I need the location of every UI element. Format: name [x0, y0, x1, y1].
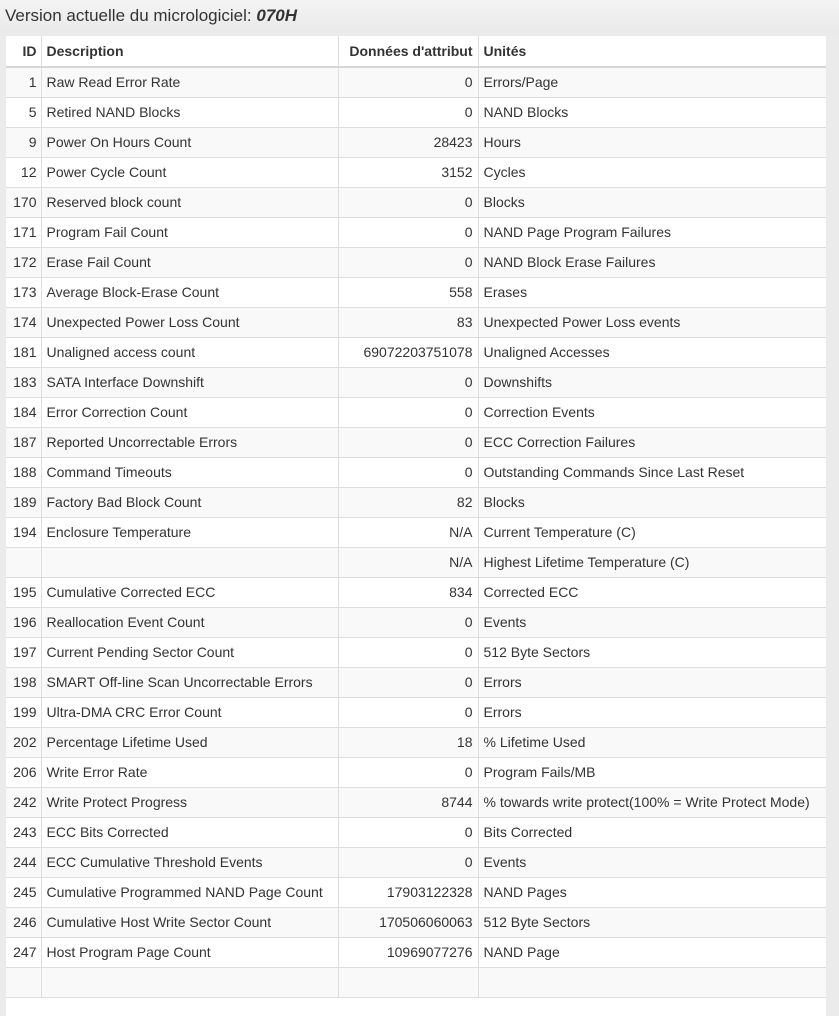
cell-attribute-data: 0: [338, 697, 478, 727]
cell-attribute-data: 0: [338, 67, 478, 97]
cell-description: Percentage Lifetime Used: [41, 727, 338, 757]
table-row: [6, 217, 826, 247]
cell-id: 189: [6, 487, 41, 517]
cell-id: 188: [6, 457, 41, 487]
cell-id: 172: [6, 247, 41, 277]
cell-units: Events: [478, 607, 826, 637]
cell-units: Errors: [478, 667, 826, 697]
cell-description: Write Protect Progress: [41, 787, 338, 817]
cell-description: Cumulative Corrected ECC: [41, 577, 338, 607]
cell-description: Unaligned access count: [41, 337, 338, 367]
cell-units: Blocks: [478, 187, 826, 217]
cell-id: 173: [6, 277, 41, 307]
cell-description: Program Fail Count: [41, 217, 338, 247]
cell-units: Hours: [478, 127, 826, 157]
cell-id: 194: [6, 517, 41, 547]
cell-units: Events: [478, 847, 826, 877]
cell-id: 199: [6, 697, 41, 727]
cell-units: 512 Byte Sectors: [478, 637, 826, 667]
table-row: [6, 307, 826, 337]
table-row: [6, 937, 826, 967]
cell-id: 187: [6, 427, 41, 457]
cell-attribute-data: 0: [338, 367, 478, 397]
cell-units: Outstanding Commands Since Last Reset: [478, 457, 826, 487]
cell-units: % Lifetime Used: [478, 727, 826, 757]
cell-description: Erase Fail Count: [41, 247, 338, 277]
cell-description: [41, 547, 338, 577]
cell-attribute-data: N/A: [338, 517, 478, 547]
cell-attribute-data: 0: [338, 427, 478, 457]
cell-id: 242: [6, 787, 41, 817]
cell-units: 512 Byte Sectors: [478, 907, 826, 937]
cell-id: 5: [6, 97, 41, 127]
cell-attribute-data: 170506060063: [338, 907, 478, 937]
table-row: [6, 427, 826, 457]
cell-id: 202: [6, 727, 41, 757]
cell-id: 170: [6, 187, 41, 217]
cell-attribute-data: 3152: [338, 157, 478, 187]
column-header-id[interactable]: ID: [6, 36, 41, 67]
cell-attribute-data: [338, 967, 478, 997]
cell-units: % towards write protect(100% = Write Protect Mode): [478, 787, 826, 817]
cell-attribute-data: 17903122328: [338, 877, 478, 907]
cell-description: Factory Bad Block Count: [41, 487, 338, 517]
cell-units: Cycles: [478, 157, 826, 187]
cell-attribute-data: 0: [338, 187, 478, 217]
cell-id: 197: [6, 637, 41, 667]
cell-description: Write Error Rate: [41, 757, 338, 787]
cell-description: Command Timeouts: [41, 457, 338, 487]
cell-description: Current Pending Sector Count: [41, 637, 338, 667]
cell-attribute-data: 0: [338, 217, 478, 247]
table-row: [6, 277, 826, 307]
table-row: [6, 607, 826, 637]
cell-id: 181: [6, 337, 41, 367]
cell-units: Highest Lifetime Temperature (C): [478, 547, 826, 577]
table-row: [6, 757, 826, 787]
cell-attribute-data: 18: [338, 727, 478, 757]
cell-units: Erases: [478, 277, 826, 307]
cell-id: 247: [6, 937, 41, 967]
cell-attribute-data: N/A: [338, 547, 478, 577]
cell-id: [6, 547, 41, 577]
table-row: [6, 817, 826, 847]
table-row: [6, 727, 826, 757]
column-header-description[interactable]: Description: [41, 36, 338, 67]
cell-units: ECC Correction Failures: [478, 427, 826, 457]
cell-description: Ultra-DMA CRC Error Count: [41, 697, 338, 727]
table-row: [6, 187, 826, 217]
cell-units: Errors/Page: [478, 67, 826, 97]
cell-description: SATA Interface Downshift: [41, 367, 338, 397]
cell-attribute-data: 0: [338, 607, 478, 637]
cell-id: 244: [6, 847, 41, 877]
firmware-version-header: [0, 0, 839, 33]
cell-units: [478, 967, 826, 997]
table-body: [6, 67, 826, 997]
table-row: [6, 697, 826, 727]
cell-description: Reserved block count: [41, 187, 338, 217]
cell-units: Unexpected Power Loss events: [478, 307, 826, 337]
cell-id: [6, 967, 41, 997]
table-row: [6, 127, 826, 157]
cell-attribute-data: 558: [338, 277, 478, 307]
table-row: [6, 367, 826, 397]
cell-units: NAND Page Program Failures: [478, 217, 826, 247]
table-row: [6, 517, 826, 547]
cell-attribute-data: 0: [338, 817, 478, 847]
firmware-version-value: 070H: [256, 6, 297, 25]
cell-attribute-data: 0: [338, 397, 478, 427]
cell-id: 184: [6, 397, 41, 427]
cell-id: 183: [6, 367, 41, 397]
cell-units: Blocks: [478, 487, 826, 517]
cell-attribute-data: 0: [338, 457, 478, 487]
cell-attribute-data: 82: [338, 487, 478, 517]
cell-id: 243: [6, 817, 41, 847]
cell-id: 1: [6, 67, 41, 97]
cell-description: Reported Uncorrectable Errors: [41, 427, 338, 457]
cell-description: Average Block-Erase Count: [41, 277, 338, 307]
table-row: [6, 907, 826, 937]
cell-description: Unexpected Power Loss Count: [41, 307, 338, 337]
table-row: [6, 337, 826, 367]
table-row: [6, 667, 826, 697]
cell-units: Program Fails/MB: [478, 757, 826, 787]
cell-description: Cumulative Programmed NAND Page Count: [41, 877, 338, 907]
column-header-attribute-data[interactable]: Données d'attribut: [338, 36, 478, 67]
cell-units: Errors: [478, 697, 826, 727]
cell-attribute-data: 0: [338, 247, 478, 277]
firmware-version-label: Version actuelle du micrologiciel:: [5, 6, 257, 25]
cell-attribute-data: 0: [338, 637, 478, 667]
table-row: [6, 97, 826, 127]
cell-attribute-data: 10969077276: [338, 937, 478, 967]
cell-description: [41, 967, 338, 997]
table-row: [6, 247, 826, 277]
cell-attribute-data: 0: [338, 757, 478, 787]
cell-units: Downshifts: [478, 367, 826, 397]
cell-attribute-data: 8744: [338, 787, 478, 817]
cell-units: NAND Block Erase Failures: [478, 247, 826, 277]
table-row: [6, 847, 826, 877]
table-row: [6, 577, 826, 607]
cell-description: Cumulative Host Write Sector Count: [41, 907, 338, 937]
cell-attribute-data: 0: [338, 667, 478, 697]
cell-units: Corrected ECC: [478, 577, 826, 607]
cell-attribute-data: 0: [338, 97, 478, 127]
cell-units: NAND Blocks: [478, 97, 826, 127]
table-row: [6, 457, 826, 487]
cell-description: ECC Bits Corrected: [41, 817, 338, 847]
cell-description: ECC Cumulative Threshold Events: [41, 847, 338, 877]
cell-id: 198: [6, 667, 41, 697]
cell-description: Enclosure Temperature: [41, 517, 338, 547]
smart-attributes-table: [6, 36, 826, 998]
cell-description: Reallocation Event Count: [41, 607, 338, 637]
column-header-units[interactable]: Unités: [478, 36, 826, 67]
cell-id: 196: [6, 607, 41, 637]
cell-id: 12: [6, 157, 41, 187]
table-row: [6, 67, 826, 97]
table-row: [6, 637, 826, 667]
table-row: [6, 547, 826, 577]
cell-id: 174: [6, 307, 41, 337]
cell-description: Retired NAND Blocks: [41, 97, 338, 127]
cell-description: Power Cycle Count: [41, 157, 338, 187]
cell-id: 9: [6, 127, 41, 157]
cell-description: Power On Hours Count: [41, 127, 338, 157]
cell-description: Raw Read Error Rate: [41, 67, 338, 97]
cell-id: 246: [6, 907, 41, 937]
cell-units: NAND Pages: [478, 877, 826, 907]
cell-description: SMART Off-line Scan Uncorrectable Errors: [41, 667, 338, 697]
cell-description: Error Correction Count: [41, 397, 338, 427]
cell-units: Correction Events: [478, 397, 826, 427]
cell-id: 171: [6, 217, 41, 247]
cell-units: Unaligned Accesses: [478, 337, 826, 367]
table-row: [6, 487, 826, 517]
table-row: [6, 877, 826, 907]
cell-attribute-data: 69072203751078: [338, 337, 478, 367]
smart-attributes-table-container: [6, 36, 826, 1016]
cell-attribute-data: 83: [338, 307, 478, 337]
cell-units: NAND Page: [478, 937, 826, 967]
cell-units: Bits Corrected: [478, 817, 826, 847]
table-row: [6, 967, 826, 997]
cell-attribute-data: 0: [338, 847, 478, 877]
table-row: [6, 397, 826, 427]
table-row: [6, 787, 826, 817]
cell-id: 245: [6, 877, 41, 907]
table-header-row: [6, 36, 826, 67]
cell-id: 195: [6, 577, 41, 607]
table-row: [6, 157, 826, 187]
cell-id: 206: [6, 757, 41, 787]
cell-description: Host Program Page Count: [41, 937, 338, 967]
cell-attribute-data: 834: [338, 577, 478, 607]
cell-attribute-data: 28423: [338, 127, 478, 157]
cell-units: Current Temperature (C): [478, 517, 826, 547]
